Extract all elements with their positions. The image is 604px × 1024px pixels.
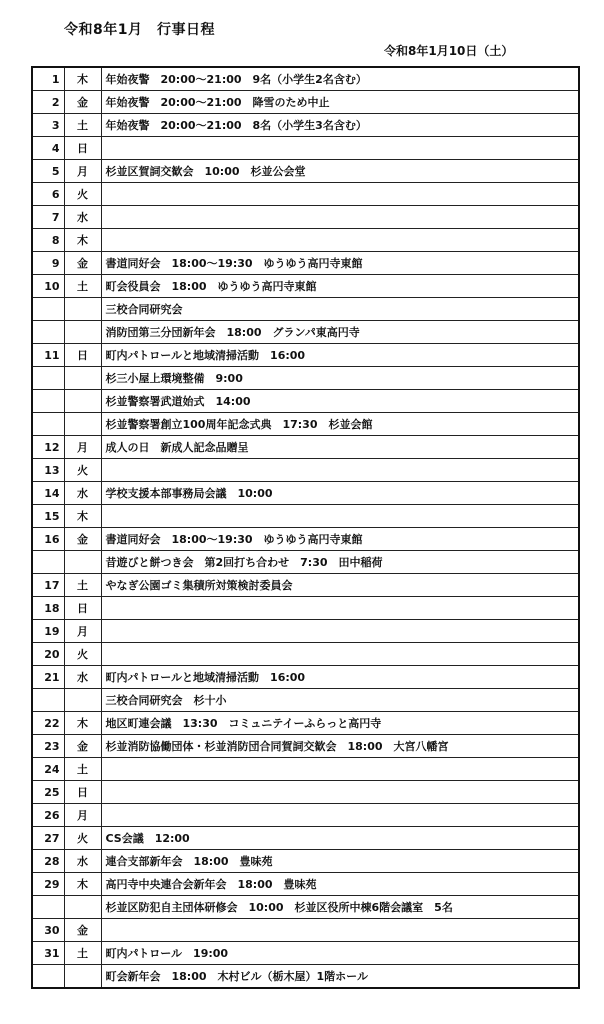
day-number-cell: 8 <box>32 229 64 252</box>
table-row <box>32 459 579 482</box>
table-row <box>32 712 579 735</box>
weekday-cell: 金 <box>64 91 101 114</box>
weekday-cell <box>64 367 101 390</box>
table-row <box>32 965 579 989</box>
table-row <box>32 91 579 114</box>
weekday-cell: 月 <box>64 160 101 183</box>
table-row <box>32 505 579 528</box>
weekday-cell: 火 <box>64 643 101 666</box>
event-cell <box>101 919 579 942</box>
day-number-cell: 29 <box>32 873 64 896</box>
weekday-cell: 日 <box>64 597 101 620</box>
document-date: 令和8年1月10日（土） <box>384 44 514 58</box>
weekday-cell: 日 <box>64 781 101 804</box>
day-number-cell: 1 <box>32 67 64 91</box>
event-cell <box>101 643 579 666</box>
day-number-cell <box>32 551 64 574</box>
table-row <box>32 666 579 689</box>
table-row <box>32 827 579 850</box>
day-number-cell: 2 <box>32 91 64 114</box>
weekday-cell: 木 <box>64 873 101 896</box>
day-number-cell: 17 <box>32 574 64 597</box>
weekday-cell: 月 <box>64 620 101 643</box>
event-cell: 消防団第三分団新年会 18:00 グランパ東高円寺 <box>101 321 579 344</box>
weekday-cell <box>64 689 101 712</box>
day-number-cell: 19 <box>32 620 64 643</box>
weekday-cell: 木 <box>64 712 101 735</box>
table-row <box>32 942 579 965</box>
event-cell <box>101 183 579 206</box>
event-cell <box>101 597 579 620</box>
event-cell: 町会新年会 18:00 木村ビル（栃木屋）1階ホール <box>101 965 579 989</box>
event-cell: 町内パトロールと地域清掃活動 16:00 <box>101 344 579 367</box>
weekday-cell: 土 <box>64 574 101 597</box>
weekday-cell: 水 <box>64 482 101 505</box>
event-cell: 年始夜警 20:00〜21:00 降雪のため中止 <box>101 91 579 114</box>
event-cell: 地区町連会議 13:30 コミュニテイーふらっと高円寺 <box>101 712 579 735</box>
day-number-cell: 14 <box>32 482 64 505</box>
weekday-cell: 月 <box>64 804 101 827</box>
weekday-cell: 木 <box>64 67 101 91</box>
table-row <box>32 758 579 781</box>
weekday-cell <box>64 390 101 413</box>
event-cell: 杉並区賀詞交歓会 10:00 杉並公会堂 <box>101 160 579 183</box>
event-cell: 杉並警察署創立100周年記念式典 17:30 杉並会館 <box>101 413 579 436</box>
weekday-cell: 水 <box>64 666 101 689</box>
event-cell <box>101 229 579 252</box>
table-row <box>32 551 579 574</box>
weekday-cell: 木 <box>64 229 101 252</box>
table-row <box>32 643 579 666</box>
event-cell: 昔遊びと餅つき会 第2回打ち合わせ 7:30 田中稲荷 <box>101 551 579 574</box>
weekday-cell <box>64 965 101 989</box>
event-cell: 杉並消防協働団体・杉並消防団合同賀詞交歓会 18:00 大宮八幡宮 <box>101 735 579 758</box>
table-row <box>32 114 579 137</box>
event-cell: やなぎ公園ゴミ集積所対策検討委員会 <box>101 574 579 597</box>
event-cell: 書道同好会 18:00〜19:30 ゆうゆう高円寺東館 <box>101 528 579 551</box>
event-cell: CS会議 12:00 <box>101 827 579 850</box>
day-number-cell <box>32 390 64 413</box>
event-cell: 町会役員会 18:00 ゆうゆう高円寺東館 <box>101 275 579 298</box>
weekday-cell: 水 <box>64 850 101 873</box>
event-cell <box>101 459 579 482</box>
table-row <box>32 735 579 758</box>
day-number-cell: 25 <box>32 781 64 804</box>
weekday-cell: 火 <box>64 183 101 206</box>
weekday-cell: 月 <box>64 436 101 459</box>
weekday-cell <box>64 413 101 436</box>
day-number-cell: 24 <box>32 758 64 781</box>
weekday-cell: 土 <box>64 758 101 781</box>
table-row <box>32 367 579 390</box>
day-number-cell: 26 <box>32 804 64 827</box>
day-number-cell: 12 <box>32 436 64 459</box>
day-number-cell: 7 <box>32 206 64 229</box>
weekday-cell: 土 <box>64 942 101 965</box>
day-number-cell: 6 <box>32 183 64 206</box>
table-row <box>32 275 579 298</box>
table-row <box>32 252 579 275</box>
table-row <box>32 298 579 321</box>
table-row <box>32 67 579 91</box>
day-number-cell: 21 <box>32 666 64 689</box>
table-row <box>32 413 579 436</box>
day-number-cell: 4 <box>32 137 64 160</box>
weekday-cell: 金 <box>64 252 101 275</box>
day-number-cell: 31 <box>32 942 64 965</box>
weekday-cell: 金 <box>64 919 101 942</box>
event-cell: 高円寺中央連合会新年会 18:00 豊味苑 <box>101 873 579 896</box>
event-cell <box>101 781 579 804</box>
table-row <box>32 574 579 597</box>
day-number-cell: 3 <box>32 114 64 137</box>
event-cell: 連合支部新年会 18:00 豊味苑 <box>101 850 579 873</box>
day-number-cell <box>32 298 64 321</box>
event-cell <box>101 620 579 643</box>
table-row <box>32 804 579 827</box>
weekday-cell <box>64 321 101 344</box>
weekday-cell: 木 <box>64 505 101 528</box>
event-cell: 杉三小屋上環境整備 9:00 <box>101 367 579 390</box>
day-number-cell: 15 <box>32 505 64 528</box>
table-row <box>32 160 579 183</box>
event-cell: 町内パトロール 19:00 <box>101 942 579 965</box>
event-cell <box>101 206 579 229</box>
day-number-cell: 28 <box>32 850 64 873</box>
weekday-cell: 土 <box>64 114 101 137</box>
weekday-cell: 金 <box>64 528 101 551</box>
table-row <box>32 390 579 413</box>
table-row <box>32 528 579 551</box>
event-cell <box>101 137 579 160</box>
event-cell: 三校合同研究会 杉十小 <box>101 689 579 712</box>
day-number-cell <box>32 413 64 436</box>
day-number-cell: 18 <box>32 597 64 620</box>
weekday-cell: 日 <box>64 137 101 160</box>
event-cell: 町内パトロールと地域清掃活動 16:00 <box>101 666 579 689</box>
day-number-cell: 13 <box>32 459 64 482</box>
weekday-cell: 火 <box>64 459 101 482</box>
weekday-cell: 火 <box>64 827 101 850</box>
event-cell: 年始夜警 20:00〜21:00 8名（小学生3名含む） <box>101 114 579 137</box>
table-row <box>32 597 579 620</box>
event-cell: 学校支援本部事務局会議 10:00 <box>101 482 579 505</box>
table-row <box>32 482 579 505</box>
weekday-cell <box>64 551 101 574</box>
day-number-cell <box>32 321 64 344</box>
schedule-body <box>32 67 579 988</box>
event-cell: 成人の日 新成人記念品贈呈 <box>101 436 579 459</box>
day-number-cell <box>32 965 64 989</box>
event-cell: 杉並警察署武道始式 14:00 <box>101 390 579 413</box>
table-row <box>32 689 579 712</box>
weekday-cell: 土 <box>64 275 101 298</box>
page-title: 令和8年1月 行事日程 <box>64 22 215 38</box>
table-row <box>32 873 579 896</box>
schedule-table <box>31 66 580 989</box>
table-row <box>32 183 579 206</box>
table-row <box>32 781 579 804</box>
day-number-cell: 27 <box>32 827 64 850</box>
event-cell: 三校合同研究会 <box>101 298 579 321</box>
day-number-cell: 9 <box>32 252 64 275</box>
table-row <box>32 850 579 873</box>
weekday-cell <box>64 896 101 919</box>
table-row <box>32 321 579 344</box>
table-row <box>32 344 579 367</box>
event-cell: 杉並区防犯自主団体研修会 10:00 杉並区役所中棟6階会議室 5名 <box>101 896 579 919</box>
table-row <box>32 229 579 252</box>
day-number-cell <box>32 896 64 919</box>
table-row <box>32 620 579 643</box>
table-row <box>32 137 579 160</box>
day-number-cell: 20 <box>32 643 64 666</box>
day-number-cell <box>32 367 64 390</box>
weekday-cell: 金 <box>64 735 101 758</box>
day-number-cell: 23 <box>32 735 64 758</box>
table-row <box>32 436 579 459</box>
event-cell <box>101 758 579 781</box>
table-row <box>32 896 579 919</box>
day-number-cell: 11 <box>32 344 64 367</box>
event-cell <box>101 804 579 827</box>
table-row <box>32 919 579 942</box>
day-number-cell: 5 <box>32 160 64 183</box>
event-cell: 書道同好会 18:00〜19:30 ゆうゆう高円寺東館 <box>101 252 579 275</box>
day-number-cell <box>32 689 64 712</box>
table-row <box>32 206 579 229</box>
day-number-cell: 22 <box>32 712 64 735</box>
day-number-cell: 16 <box>32 528 64 551</box>
weekday-cell <box>64 298 101 321</box>
day-number-cell: 30 <box>32 919 64 942</box>
event-cell: 年始夜警 20:00〜21:00 9名（小学生2名含む） <box>101 67 579 91</box>
event-cell <box>101 505 579 528</box>
weekday-cell: 水 <box>64 206 101 229</box>
weekday-cell: 日 <box>64 344 101 367</box>
day-number-cell: 10 <box>32 275 64 298</box>
